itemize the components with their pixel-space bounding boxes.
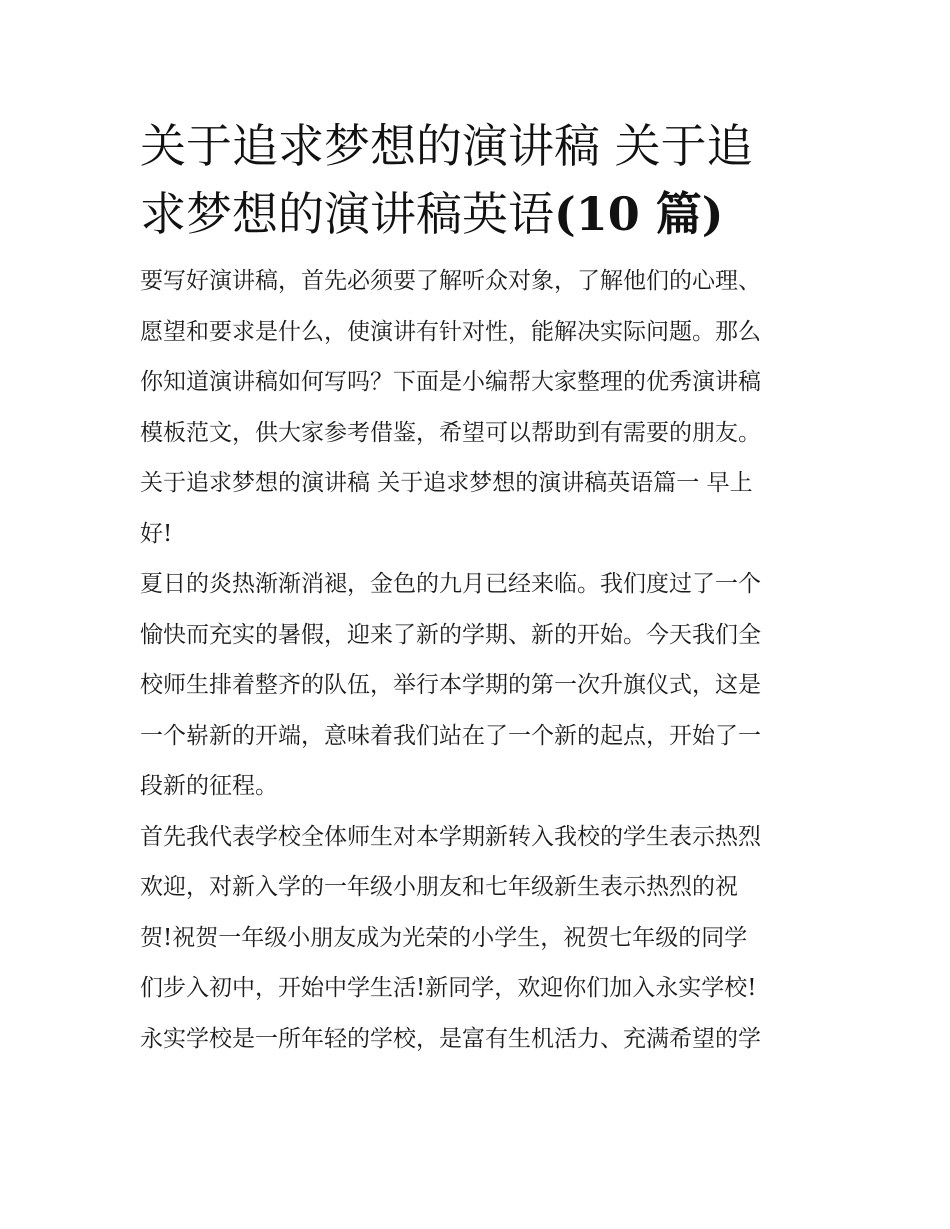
body-line: 段新的征程。 — [140, 773, 278, 799]
title-line-1: 关于追求梦想的演讲稿 关于追 — [140, 119, 753, 173]
document-title — [140, 112, 812, 248]
body-line: 要写好演讲稿，首先必须要了解听众对象，了解他们的心理、 — [140, 268, 761, 294]
body-line: 夏日的炎热渐渐消褪，金色的九月已经来临。我们度过了一个 — [140, 571, 761, 597]
body-line: 关于追求梦想的演讲稿 关于追求梦想的演讲稿英语篇一 早上 — [140, 470, 753, 496]
document-content — [140, 112, 812, 1064]
body-line: 永实学校是一所年轻的学校，是富有生机活力、充满希望的学 — [140, 1025, 761, 1052]
body-line: 贺!祝贺一年级小朋友成为光荣的小学生，祝贺七年级的同学 — [140, 924, 748, 951]
body-line: 首先我代表学校全体师生对本学期新转入我校的学生表示热烈 — [140, 823, 761, 850]
body-line: 们步入初中，开始中学生活!新同学，欢迎你们加入永实学校! — [140, 975, 757, 1001]
body-line: 校师生排着整齐的队伍，举行本学期的第一次升旗仪式，这是 — [140, 672, 761, 698]
document-body — [140, 256, 812, 1064]
body-line: 你知道演讲稿如何写吗？下面是小编帮大家整理的优秀演讲稿 — [140, 369, 761, 395]
body-line: 一个崭新的开端，意味着我们站在了一个新的起点，开始了一 — [140, 722, 761, 749]
title-line-2-text: 求梦想的演讲稿英语 — [140, 187, 554, 241]
body-line: 愿望和要求是什么，使演讲有针对性，能解决实际问题。那么 — [140, 318, 761, 345]
body-line: 愉快而充实的暑假，迎来了新的学期、新的开始。今天我们全 — [140, 621, 761, 648]
title-line-2 — [140, 180, 812, 248]
body-line: 好! — [140, 520, 173, 547]
body-line: 欢迎，对新入学的一年级小朋友和七年级新生表示热烈的祝 — [140, 874, 738, 900]
title-count: (10 篇) — [554, 187, 724, 241]
body-line: 模板范文，供大家参考借鉴，希望可以帮助到有需要的朋友。 — [140, 419, 761, 446]
